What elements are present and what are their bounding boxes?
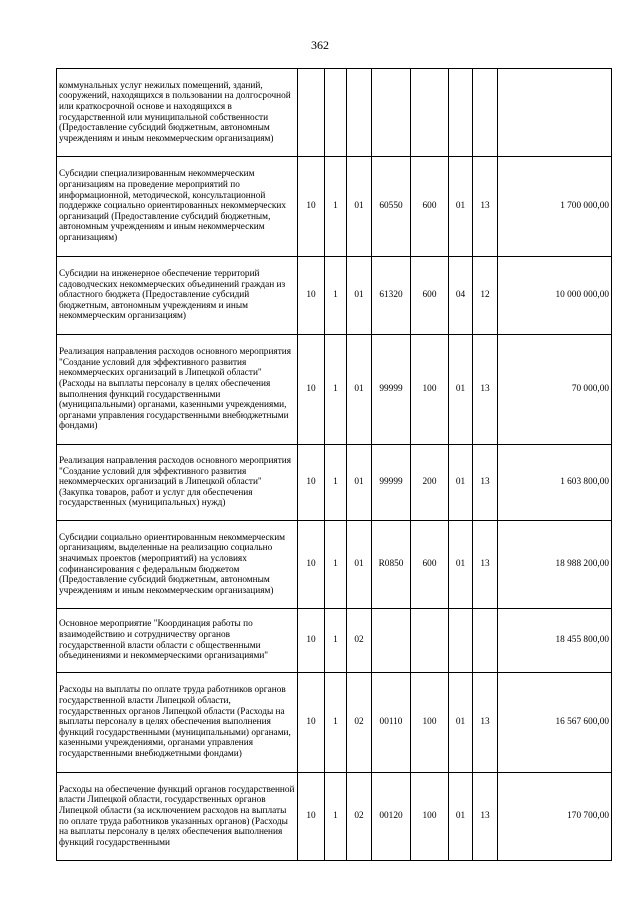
row-description: Расходы на обеспечение функций органов государственной власти Липецкой области, государственных органов Липецкой области (за исключением расходов на выплаты по оплате труда работников указанных органов) (Расходы на выплаты персоналу в целях обеспечения выполнения функций государственными	[57, 773, 298, 861]
row-code-3: 01	[347, 445, 372, 521]
table-row	[57, 521, 612, 609]
row-amount: 10 000 000,00	[498, 257, 612, 335]
row-code-3	[347, 69, 372, 157]
row-code-3: 02	[347, 609, 372, 673]
page-number: 362	[311, 38, 329, 52]
table-row	[57, 445, 612, 521]
row-code-7	[473, 609, 498, 673]
row-code-2: 1	[325, 257, 347, 335]
row-description: Субсидии на инженерное обеспечение территорий садоводческих некоммерческих объединений граждан из областного бюджета (Предоставление субсидий бюджетным, автономным учреждениям и иным некоммерческим организациям)	[57, 257, 298, 335]
row-code-4: 61320	[372, 257, 411, 335]
row-code-2: 1	[325, 335, 347, 445]
row-code-3: 01	[347, 335, 372, 445]
row-description: коммунальных услуг нежилых помещений, зданий, сооружений, находящихся в пользовании на долгосрочной или краткосрочной основе и находящихся в государственной или муниципальной собственности (Предоставление субсидий бюджетным, автономным учреждениям и иным некоммерческим организациям)	[57, 69, 298, 157]
row-code-4: 99999	[372, 445, 411, 521]
table-row	[57, 335, 612, 445]
row-code-1: 10	[298, 335, 325, 445]
row-code-5: 200	[411, 445, 449, 521]
row-code-2: 1	[325, 157, 347, 257]
row-amount: 18 455 800,00	[498, 609, 612, 673]
row-code-7: 13	[473, 673, 498, 773]
row-code-4: 60550	[372, 157, 411, 257]
row-amount: 170 700,00	[498, 773, 612, 861]
row-description: Расходы на выплаты по оплате труда работников органов государственной власти Липецкой области, государственных органов Липецкой области (Расходы на выплаты персоналу в целях обеспечения выполнения функций государственными (муниципальными) органами, казенными учреждениями, органами управления государственными внебюджетными фондами)	[57, 673, 298, 773]
row-code-3: 01	[347, 257, 372, 335]
table-row	[57, 673, 612, 773]
row-code-6	[449, 609, 473, 673]
row-code-6: 01	[449, 773, 473, 861]
row-code-2: 1	[325, 445, 347, 521]
table-row	[57, 773, 612, 861]
row-code-4	[372, 69, 411, 157]
row-code-2: 1	[325, 521, 347, 609]
row-code-7: 12	[473, 257, 498, 335]
row-code-5: 100	[411, 773, 449, 861]
row-amount: 1 603 800,00	[498, 445, 612, 521]
row-amount: 16 567 600,00	[498, 673, 612, 773]
row-code-7: 13	[473, 157, 498, 257]
row-code-4	[372, 609, 411, 673]
row-code-3: 02	[347, 773, 372, 861]
table-row	[57, 257, 612, 335]
row-description: Реализация направления расходов основного мероприятия "Создание условий для эффективного развития некоммерческих организаций в Липецкой области" (Расходы на выплаты персоналу в целях обеспечения выполнения функций государственными (муниципальными) органами, казенными учреждениями, органами управления государственными внебюджетными фондами)	[57, 335, 298, 445]
row-description: Субсидии специализированным некоммерческим организациям на проведение мероприятий по информационной, методической, консультационной поддержке социально ориентированных некоммерческих организаций (Предоставление субсидий бюджетным, автономным учреждениям и иным некоммерческим организациям)	[57, 157, 298, 257]
row-code-7: 13	[473, 773, 498, 861]
row-code-5	[411, 609, 449, 673]
row-code-1: 10	[298, 257, 325, 335]
row-code-4: 00110	[372, 673, 411, 773]
row-code-2: 1	[325, 673, 347, 773]
row-code-1: 10	[298, 521, 325, 609]
row-code-6: 01	[449, 157, 473, 257]
row-code-1: 10	[298, 445, 325, 521]
row-code-4: 99999	[372, 335, 411, 445]
row-amount: 18 988 200,00	[498, 521, 612, 609]
row-code-1: 10	[298, 157, 325, 257]
row-code-1	[298, 69, 325, 157]
row-amount: 1 700 000,00	[498, 157, 612, 257]
row-code-5: 600	[411, 257, 449, 335]
row-code-5: 100	[411, 335, 449, 445]
row-code-2: 1	[325, 609, 347, 673]
row-description: Основное мероприятие "Координация работы по взаимодействию и сотрудничеству органов государственной власти области с общественными объединениями и некоммерческими организациями"	[57, 609, 298, 673]
table-row	[57, 69, 612, 157]
row-code-6: 01	[449, 673, 473, 773]
row-code-6: 04	[449, 257, 473, 335]
row-code-3: 01	[347, 521, 372, 609]
table-row	[57, 609, 612, 673]
row-code-2: 1	[325, 773, 347, 861]
row-code-5: 600	[411, 157, 449, 257]
row-code-1: 10	[298, 673, 325, 773]
row-code-6	[449, 69, 473, 157]
row-code-4: 00120	[372, 773, 411, 861]
row-code-7: 13	[473, 445, 498, 521]
row-code-1: 10	[298, 773, 325, 861]
row-description: Субсидии социально ориентированным некоммерческим организациям, выделенные на реализацию социально значимых проектов (мероприятий) на условиях софинансирования с федеральным бюджетом (Предоставление субсидий бюджетным, автономным учреждениям и иным некоммерческим организациям)	[57, 521, 298, 609]
table-row	[57, 157, 612, 257]
row-code-7	[473, 69, 498, 157]
row-code-1: 10	[298, 609, 325, 673]
row-code-6: 01	[449, 445, 473, 521]
row-code-2	[325, 69, 347, 157]
row-code-6: 01	[449, 335, 473, 445]
row-code-5: 100	[411, 673, 449, 773]
row-code-5	[411, 69, 449, 157]
row-code-7: 13	[473, 521, 498, 609]
row-amount: 70 000,00	[498, 335, 612, 445]
budget-table	[56, 68, 612, 861]
row-code-3: 01	[347, 157, 372, 257]
row-description: Реализация направления расходов основного мероприятия "Создание условий для эффективного развития некоммерческих организаций в Липецкой области" (Закупка товаров, работ и услуг для обеспечения государственных (муниципальных) нужд)	[57, 445, 298, 521]
row-code-5: 600	[411, 521, 449, 609]
row-code-7: 13	[473, 335, 498, 445]
row-code-3: 02	[347, 673, 372, 773]
row-code-4: R0850	[372, 521, 411, 609]
row-code-6: 01	[449, 521, 473, 609]
row-amount	[498, 69, 612, 157]
